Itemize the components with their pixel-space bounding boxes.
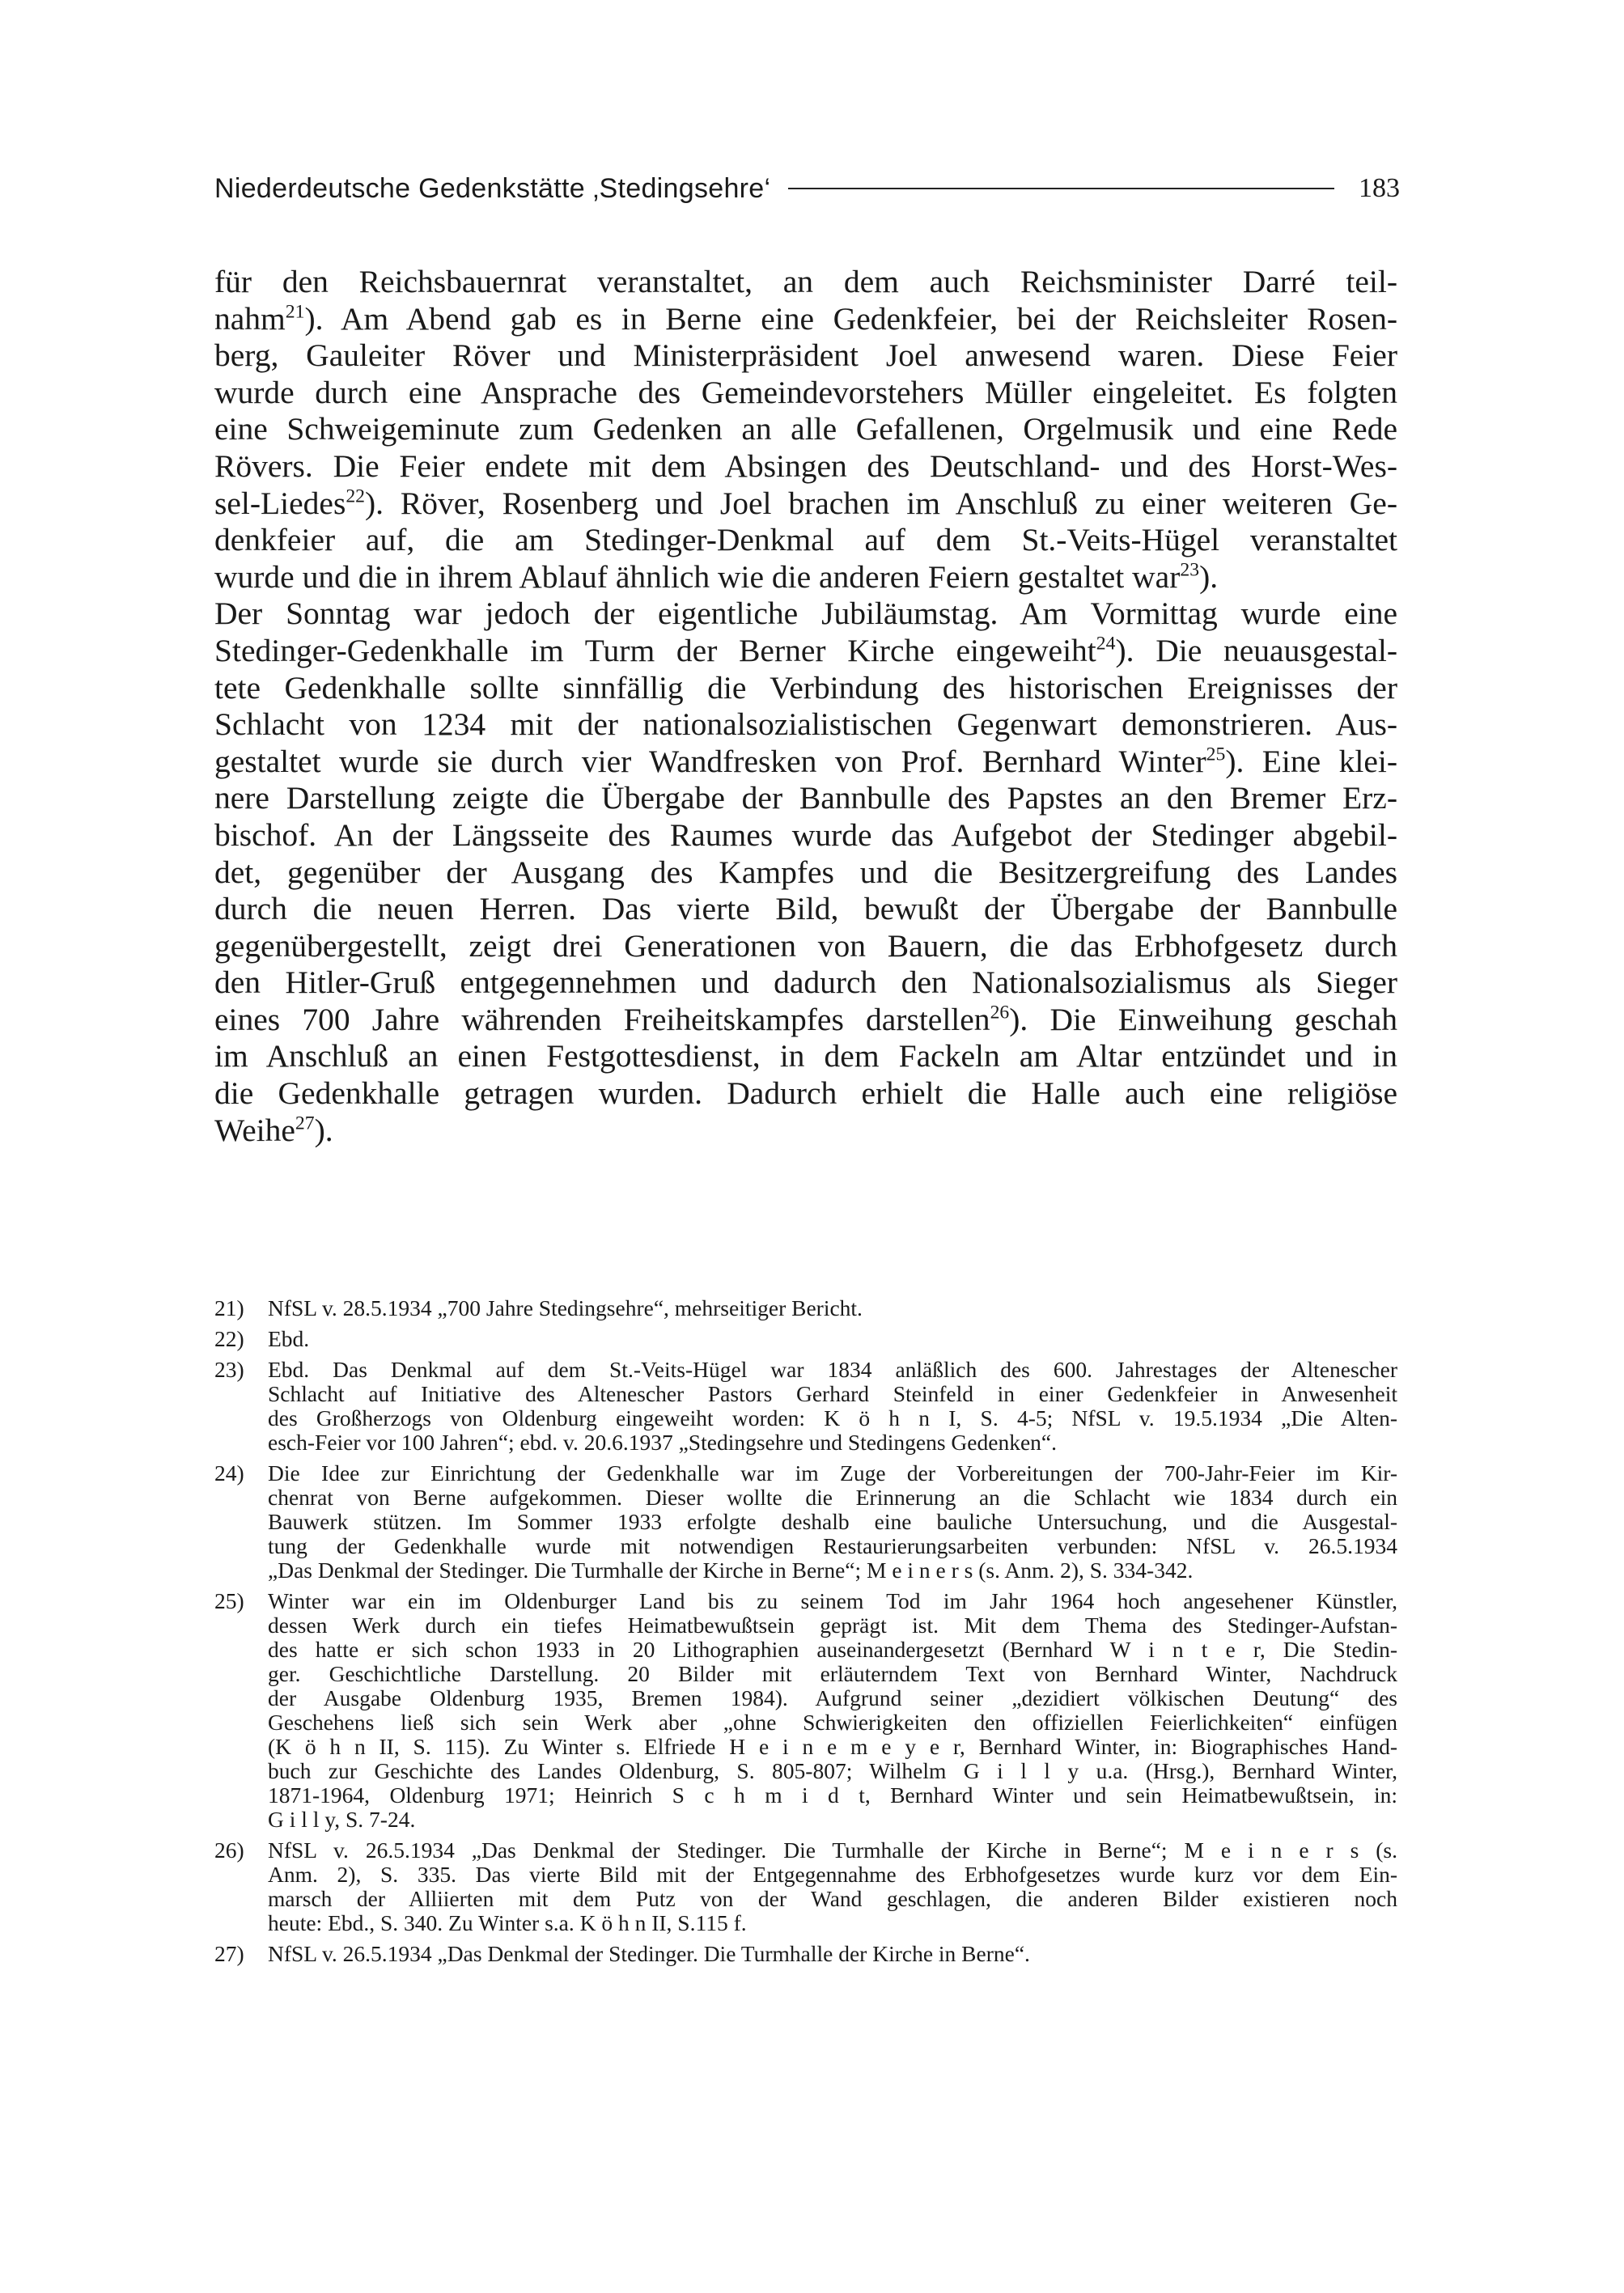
body-line xyxy=(214,1075,1397,1113)
footnote-reference: 24 xyxy=(1096,633,1116,655)
footnote-number: 24) xyxy=(214,1460,244,1486)
body-line-text: ). xyxy=(314,1112,333,1148)
body-line-text: ). xyxy=(1199,558,1219,595)
body-line xyxy=(214,928,1397,965)
footnote-line: Ebd. xyxy=(268,1326,310,1351)
running-head-rule xyxy=(788,188,1334,189)
footnote-line: NfSL v. 26.5.1934 „Das Denkmal der Stedinger. Die Turmhalle der Kirche in Berne“; M e i n e r s (s. xyxy=(268,1837,1397,1863)
footnote-line: tung der Gedenkhalle wurde mit notwendigen Restaurierungsarbeiten verbunden: NfSL v. 26.5.1934 xyxy=(268,1533,1397,1558)
footnote-line: ger. Geschichtliche Darstellung. 20 Bilder mit erläuterndem Text von Bernhard Winter, Nachdruck xyxy=(268,1661,1397,1686)
footnote-line: der Ausgabe Oldenburg 1935, Bremen 1984). Aufgrund seiner „dezidiert völkischen Deutung“ des xyxy=(268,1685,1397,1710)
body-line xyxy=(214,964,1397,1002)
running-head xyxy=(214,168,1400,209)
body-line xyxy=(214,264,1397,301)
body-line-text: für den Reichsbauernrat veranstaltet, an dem auch Reichsminister Darré teil- xyxy=(214,264,1397,299)
footnote-reference: 27 xyxy=(295,1112,315,1134)
body-line-text: Weihe xyxy=(214,1112,295,1148)
body-line-text: den Hitler-Gruß entgegennehmen und dadurch den Nationalsozialismus als Sieger xyxy=(214,964,1397,1001)
footnote-number: 22) xyxy=(214,1326,244,1351)
footnote-number: 23) xyxy=(214,1357,244,1382)
body-line xyxy=(214,1002,1397,1039)
footnote-line: heute: Ebd., S. 340. Zu Winter s.a. K ö h n II, S.115 f. xyxy=(268,1910,747,1935)
footnote-line: „Das Denkmal der Stedinger. Die Turmhalle der Kirche in Berne“; M e i n e r s (s. Anm. 2), S. 334-342. xyxy=(268,1558,1194,1583)
body-line-text: ). Die Einweihung geschah xyxy=(1009,1001,1397,1037)
body-line xyxy=(214,1038,1397,1075)
body-line xyxy=(214,559,1397,596)
body-line-text: sel-Liedes xyxy=(214,485,346,521)
footnote xyxy=(214,1589,1397,1832)
footnote-line: Winter war ein im Oldenburger Land bis zu seinem Tod im Jahr 1964 hoch angesehener Künstler, xyxy=(268,1588,1397,1613)
footnote-reference: 22 xyxy=(346,485,366,506)
body-line-text: Schlacht von 1234 mit der nationalsozialistischen Gegenwart demonstrieren. Aus- xyxy=(214,706,1397,743)
body-line-text: wurde durch eine Ansprache des Gemeindevorstehers Müller eingeleitet. Es folgten xyxy=(214,374,1397,410)
body-line-text: denkfeier auf, die am Stedinger-Denkmal auf dem St.-Veits-Hügel veranstaltet xyxy=(214,522,1397,558)
footnote-line: esch-Feier vor 100 Jahren“; ebd. v. 20.6.1937 „Stedingsehre und Stedingens Gedenken“. xyxy=(268,1430,1057,1455)
body-line-text: eine Schweigeminute zum Gedenken an alle Gefallenen, Orgelmusik und eine Rede xyxy=(214,411,1397,447)
footnote-line: Die Idee zur Einrichtung der Gedenkhalle war im Zuge der Vorbereitungen der 700-Jahr-Feier im Kir- xyxy=(268,1460,1397,1486)
body-line-text: eines 700 Jahre währenden Freiheitskampfes darstellen xyxy=(214,1001,990,1037)
body-line xyxy=(214,706,1397,744)
running-head-title: Niederdeutsche Gedenkstätte ‚Stedingsehre‘ xyxy=(214,172,771,204)
footnote-reference: 23 xyxy=(1180,559,1200,581)
footnote-line: Ebd. Das Denkmal auf dem St.-Veits-Hügel war 1834 anläßlich des 600. Jahrestages der Altenescher xyxy=(268,1357,1397,1382)
footnote-line: Anm. 2), S. 335. Das vierte Bild mit der Entgegennahme des Erbhofgesetzes wurde kurz vor dem Ein- xyxy=(268,1862,1397,1887)
footnote-number: 27) xyxy=(214,1941,244,1966)
body-line-text: durch die neuen Herren. Das vierte Bild, bewußt der Übergabe der Bannbulle xyxy=(214,891,1397,927)
footnote-line: (K ö h n II, S. 115). Zu Winter s. Elfriede H e i n e m e y e r, Bernhard Winter, in: Biographisches Hand- xyxy=(268,1734,1397,1759)
body-line-text: ). Die neuausgestal- xyxy=(1115,632,1397,668)
footnote xyxy=(214,1461,1397,1583)
body-line xyxy=(214,633,1397,670)
footnote-line: des hatte er sich schon 1933 in 20 Lithographien auseinandergesetzt (Bernhard W i n t e r, Die Stedin- xyxy=(268,1637,1397,1662)
body-line xyxy=(214,411,1397,448)
body-line-text: berg, Gauleiter Röver und Ministerpräsident Joel anwesend waren. Diese Feier xyxy=(214,337,1397,374)
footnote-line: Geschehens ließ sich sein Werk aber „ohne Schwierigkeiten den offiziellen Feierlichkeiten“ einfügen xyxy=(268,1710,1397,1735)
footnote-line: dessen Werk durch ein tiefes Heimatbewußtsein geprägt ist. Mit dem Thema des Stedinger-Aufstan- xyxy=(268,1613,1397,1638)
body-line xyxy=(214,596,1397,633)
body-line-text: wurde und die in ihrem Ablauf ähnlich wie die anderen Feiern gestaltet war xyxy=(214,558,1181,595)
body-line-text: ). Am Abend gab es in Berne eine Gedenkfeier, bei der Reichsleiter Rosen- xyxy=(304,300,1397,337)
footnote xyxy=(214,1296,1397,1320)
footnote-line: G i l l y, S. 7-24. xyxy=(268,1807,416,1832)
footnote-line: marsch der Alliierten mit dem Putz von der Wand geschlagen, die anderen Bilder existieren noch xyxy=(268,1886,1397,1911)
body-line xyxy=(214,817,1397,854)
body-line xyxy=(214,337,1397,375)
footnote-line: NfSL v. 26.5.1934 „Das Denkmal der Stedinger. Die Turmhalle der Kirche in Berne“. xyxy=(268,1941,1030,1966)
footnote-reference: 21 xyxy=(285,300,305,322)
body-line xyxy=(214,448,1397,485)
page-number: 183 xyxy=(1359,173,1400,203)
body-line-text: det, gegenüber der Ausgang des Kampfes und die Besitzergreifung des Landes xyxy=(214,854,1397,890)
footnote-number: 25) xyxy=(214,1588,244,1613)
body-line xyxy=(214,301,1397,338)
body-line-text: nere Darstellung zeigte die Übergabe der Bannbulle des Papstes an den Bremer Erz- xyxy=(214,780,1397,816)
body-line-text: ). Röver, Rosenberg und Joel brachen im Anschluß zu einer weiteren Ge- xyxy=(365,485,1397,521)
body-line-text: gegenübergestellt, zeigt drei Generationen von Bauern, die das Erbhofgesetz durch xyxy=(214,927,1397,964)
body-line xyxy=(214,375,1397,412)
footnote xyxy=(214,1838,1397,1935)
footnote-line: NfSL v. 28.5.1934 „700 Jahre Stedingsehre“, mehrseitiger Bericht. xyxy=(268,1295,863,1320)
body-line-text: im Anschluß an einen Festgottesdienst, in dem Fackeln am Altar entzündet und in xyxy=(214,1038,1397,1074)
footnote-line: des Großherzogs von Oldenburg eingeweiht worden: K ö h n I, S. 4-5; NfSL v. 19.5.1934 „Die Alten- xyxy=(268,1405,1397,1430)
body-line xyxy=(214,670,1397,707)
footnote-number: 21) xyxy=(214,1295,244,1320)
body-line-text: Der Sonntag war jedoch der eigentliche Jubiläumstag. Am Vormittag wurde eine xyxy=(214,596,1397,632)
body-line-text: nahm xyxy=(214,300,286,337)
body-line xyxy=(214,485,1397,523)
body-line-text: tete Gedenkhalle sollte sinnfällig die Verbindung des historischen Ereignisses der xyxy=(214,669,1397,706)
main-text xyxy=(214,264,1397,1149)
footnote-number: 26) xyxy=(214,1837,244,1863)
footnote xyxy=(214,1327,1397,1351)
body-line-text: Rövers. Die Feier endete mit dem Absingen des Deutschland- und des Horst-Wes- xyxy=(214,447,1397,484)
body-line xyxy=(214,854,1397,892)
body-line xyxy=(214,1113,1397,1150)
footnote-reference: 25 xyxy=(1206,744,1226,765)
body-line-text: die Gedenkhalle getragen wurden. Dadurch erhielt die Halle auch eine religiöse xyxy=(214,1075,1397,1112)
body-line xyxy=(214,891,1397,928)
body-line-text: bischof. An der Längsseite des Raumes wurde das Aufgebot der Stedinger abgebil- xyxy=(214,816,1397,853)
footnotes xyxy=(214,1296,1397,1973)
footnote-line: Schlacht auf Initiative des Altenescher Pastors Gerhard Steinfeld in einer Gedenkfeier in Anwesenheit xyxy=(268,1381,1397,1406)
footnote-reference: 26 xyxy=(990,1002,1010,1024)
footnote-line: buch zur Geschichte des Landes Oldenburg, S. 805-807; Wilhelm G i l l y u.a. (Hrsg.), Bernhard Winter, xyxy=(268,1758,1397,1783)
body-line xyxy=(214,522,1397,559)
footnote-line: chenrat von Berne aufgekommen. Dieser wollte die Erinnerung an die Schlacht wie 1834 durch ein xyxy=(268,1485,1397,1510)
body-line-text: gestaltet wurde sie durch vier Wandfresken von Prof. Bernhard Winter xyxy=(214,743,1206,779)
body-line xyxy=(214,744,1397,781)
body-line xyxy=(214,780,1397,817)
footnote xyxy=(214,1358,1397,1455)
footnote-line: 1871-1964, Oldenburg 1971; Heinrich S c h m i d t, Bernhard Winter und sein Heimatbewußtsein, in: xyxy=(268,1782,1397,1808)
footnote xyxy=(214,1942,1397,1966)
body-line-text: Stedinger-Gedenkhalle im Turm der Berner Kirche eingeweiht xyxy=(214,632,1096,668)
footnote-line: Bauwerk stützen. Im Sommer 1933 erfolgte deshalb eine bauliche Untersuchung, und die Ausgestal- xyxy=(268,1509,1397,1534)
body-line-text: ). Eine klei- xyxy=(1225,743,1397,779)
